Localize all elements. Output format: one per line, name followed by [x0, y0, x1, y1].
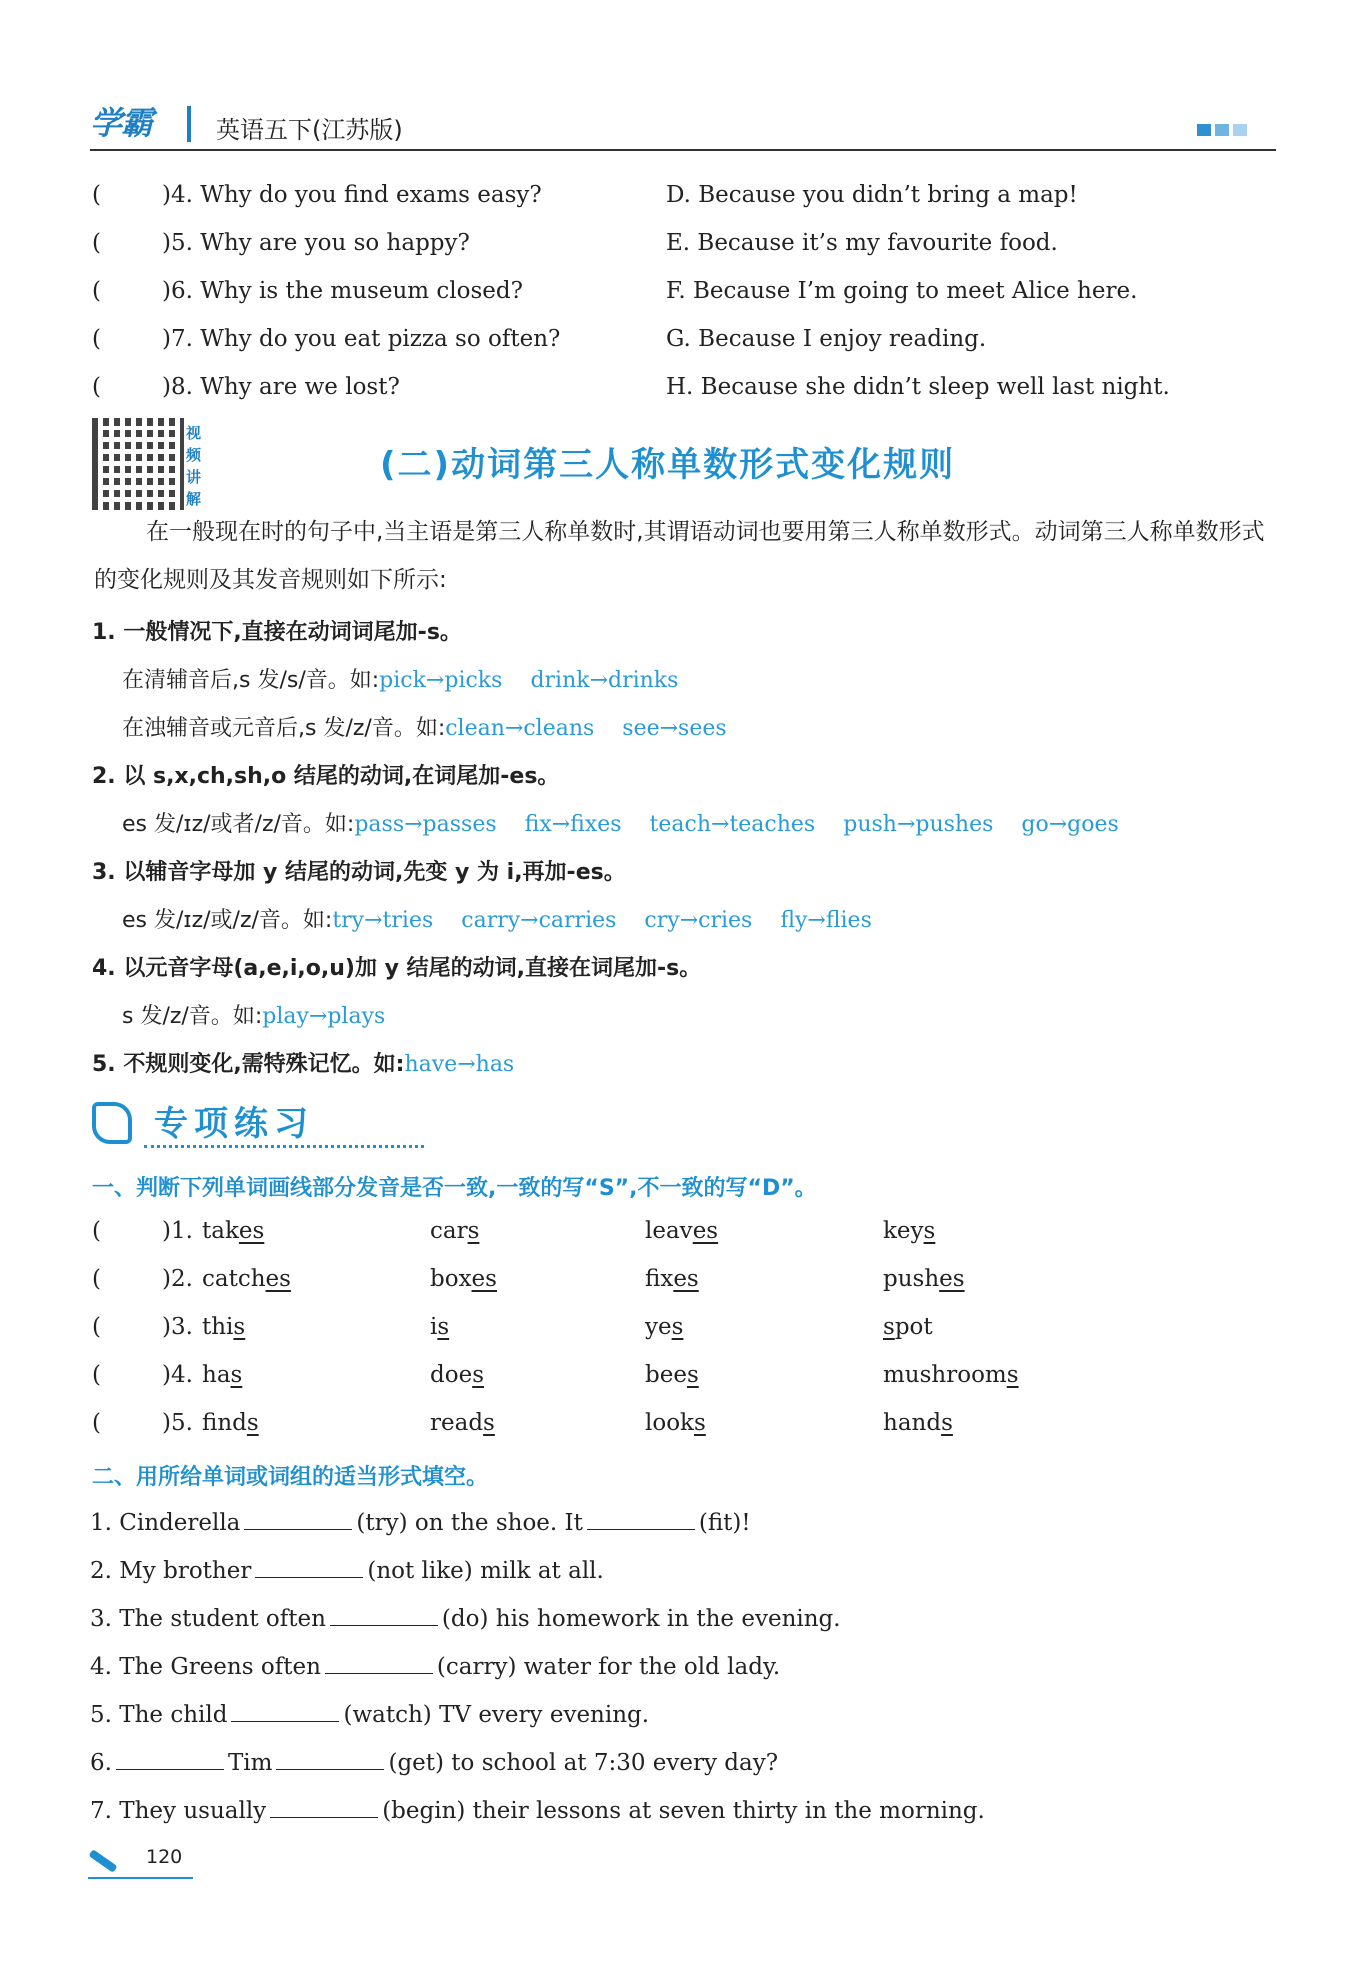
intro-paragraph: 在一般现在时的句子中,当主语是第三人称单数时,其谓语动词也要用第三人称单数形式。动词第三人称单数形式的变化规则及其发音规则如下所示: [94, 519, 1265, 593]
answer-blank[interactable] [116, 1749, 224, 1770]
answer-option: F. Because I’m going to meet Alice here. [666, 278, 1138, 304]
fill-blank-row: 5. The child (watch) TV every evening. [90, 1702, 650, 1728]
pen-book-icon [92, 1102, 132, 1144]
example: pass→passes [354, 812, 497, 837]
publisher-logo: 学霸 [90, 104, 153, 142]
answer-blank[interactable] [587, 1509, 695, 1530]
fill-blank-row: 4. The Greens often (carry) water for the old lady. [90, 1654, 781, 1680]
fill-blank-row: 3. The student often (do) his homework in the evening. [90, 1606, 841, 1632]
answer-blank[interactable] [270, 1797, 378, 1818]
example: play→plays [262, 1004, 386, 1029]
answer-blank[interactable] [231, 1701, 339, 1722]
qr-code-icon[interactable] [92, 418, 184, 510]
part1-heading: 一、判断下列单词画线部分发音是否一致,一致的写“S”,不一致的写“D”。 [92, 1176, 817, 1201]
matching-row: ( )8. Why are we lost? [92, 374, 400, 400]
section-title: (二)动词第三人称单数形式变化规则 [380, 445, 956, 485]
rule-heading: 2. 以 s,x,ch,sh,o 结尾的动词,在词尾加-es。 [92, 764, 560, 789]
matching-row: ( )7. Why do you eat pizza so often? [92, 326, 561, 352]
question: )5. Why are you so happy? [162, 230, 470, 256]
matching-row: ( )5. Why are you so happy? [92, 230, 470, 256]
answer-blank[interactable] [325, 1653, 433, 1674]
example: see→sees [622, 716, 727, 741]
question: )6. Why is the museum closed? [162, 278, 523, 304]
matching-row: ( )4. Why do you find exams easy? [92, 182, 542, 208]
workbook-page: 学霸 英语五下(江苏版) ( )4. Why do you find exams easy? D. Because you didn’t bring a map! ( )5. Why are you so happy? E. Because it’s my favourite food. ( )6. Why is the museum closed? F. Because I’m going to meet Alice here. ( )7. Why do you eat pizza so often? G. Because I enjoy reading. ( )8. Why are we lost? H. Because she didn’t sleep well last night. 视频讲解 (二)动词第三人称单数形式变化规则 在一般现在时的句子中,当主语是第三人称单数时,其谓语动词也要用第三人称单数形式。动词第三人称单数形式的变化规则及其发音规则如下所示: 1. 一般情况下,直接在动词词尾加-s。 在清辅音后,s 发/s/音。如:pick→picks drink→drinks 在浊辅音或元音后,s 发/z/音。如:clean→cleans see→sees 2. 以 s,x,ch,sh,o 结尾的动词,在词尾加-es。 es 发/ɪz/或者/z/音。如:pass→passes fix→fixes teach→teaches push→pushes go→goes 3. 以辅音字母加 y 结尾的动词,先变 y 为 i,再加-es。 es 发/ɪz/或/z/音。如:try→tries carry→carries cry→cries fly→flies 4. 以元音字母(a,e,i,o,u)加 y 结尾的动词,直接在词尾加-s。 s 发/z/音。如:play→plays 5. 不规则变化,需特殊记忆。如:have→has 专项练习 一、判断下列单词画线部分发音是否一致,一致的写“S”,不一致的写“D”。 ( )1. takes cars leaves keys ( )2. catches boxes fixes pushes ( )3. this is yes spot ( )4. has does bees mushrooms ( )5. finds reads looks hands 二、用所给单词或词组的适当形式填空。 1. Cinderella (try) on the shoe. It (fit)! 2. My brother (not like) milk at all. 3. The student often (do) his homework in the evening. 4. The Greens often (carry) water for the old lady. 5. The child (watch) TV every evening. 6. Tim (get) to school at 7:30 every day? 7. They usually (begin) their lessons at seven thirty in the morning. 120 [0, 0, 1350, 1964]
fill-blank-row: 7. They usually (begin) their lessons at seven thirty in the morning. [90, 1798, 985, 1824]
header-decoration [1197, 124, 1247, 136]
example: clean→cleans [445, 716, 595, 741]
example: teach→teaches [649, 812, 816, 837]
answer-blank[interactable] [244, 1509, 352, 1530]
example: carry→carries [461, 908, 617, 933]
question: )8. Why are we lost? [162, 374, 400, 400]
rule-example-line: 在清辅音后,s 发/s/音。如:pick→picks drink→drinks [122, 668, 679, 693]
answer-option: H. Because she didn’t sleep well last night. [666, 374, 1170, 400]
answer-option: D. Because you didn’t bring a map! [666, 182, 1078, 208]
rule-heading: 5. 不规则变化,需特殊记忆。如:have→has [92, 1052, 515, 1077]
answer-blank[interactable] [330, 1605, 438, 1626]
answer-blank[interactable] [276, 1749, 384, 1770]
rule-heading: 4. 以元音字母(a,e,i,o,u)加 y 结尾的动词,直接在词尾加-s。 [92, 956, 702, 981]
example: go→goes [1021, 812, 1119, 837]
header-rule [90, 149, 1276, 151]
page-number: 120 [146, 1846, 183, 1868]
answer-option: E. Because it’s my favourite food. [666, 230, 1058, 256]
practice-title: 专项练习 [154, 1104, 314, 1144]
example: fly→flies [780, 908, 872, 933]
rule-example-line: es 发/ɪz/或/z/音。如:try→tries carry→carries cry→cries fly→flies [122, 908, 872, 933]
answer-option: G. Because I enjoy reading. [666, 326, 987, 352]
video-explanation-label: 视频讲解 [186, 424, 202, 508]
fill-blank-row: 6. Tim (get) to school at 7:30 every day? [90, 1750, 779, 1776]
answer-blank[interactable] [255, 1557, 363, 1578]
matching-row: ( )6. Why is the museum closed? [92, 278, 523, 304]
pencil-icon [88, 1849, 117, 1873]
fill-blank-row: 2. My brother (not like) milk at all. [90, 1558, 604, 1584]
rule-example-line: es 发/ɪz/或者/z/音。如:pass→passes fix→fixes teach→teaches push→pushes go→goes [122, 812, 1119, 837]
example: push→pushes [843, 812, 994, 837]
example: have→has [404, 1052, 515, 1077]
example: pick→picks [379, 668, 503, 693]
rule-heading: 3. 以辅音字母加 y 结尾的动词,先变 y 为 i,再加-es。 [92, 860, 626, 885]
rule-example-line: s 发/z/音。如:play→plays [122, 1004, 386, 1029]
example: fix→fixes [524, 812, 622, 837]
page-number-rule [88, 1877, 193, 1879]
practice-underline [144, 1145, 424, 1148]
example: drink→drinks [530, 668, 679, 693]
question: )7. Why do you eat pizza so often? [162, 326, 561, 352]
example: cry→cries [644, 908, 753, 933]
question: )4. Why do you find exams easy? [162, 182, 542, 208]
book-title: 英语五下(江苏版) [216, 116, 403, 144]
rule-heading: 1. 一般情况下,直接在动词词尾加-s。 [92, 620, 462, 645]
part2-heading: 二、用所给单词或词组的适当形式填空。 [92, 1465, 489, 1490]
example: try→tries [332, 908, 434, 933]
rule-example-line: 在浊辅音或元音后,s 发/z/音。如:clean→cleans see→sees [122, 716, 727, 741]
fill-blank-row: 1. Cinderella (try) on the shoe. It (fit)! [90, 1510, 751, 1536]
logo-divider [187, 106, 191, 142]
